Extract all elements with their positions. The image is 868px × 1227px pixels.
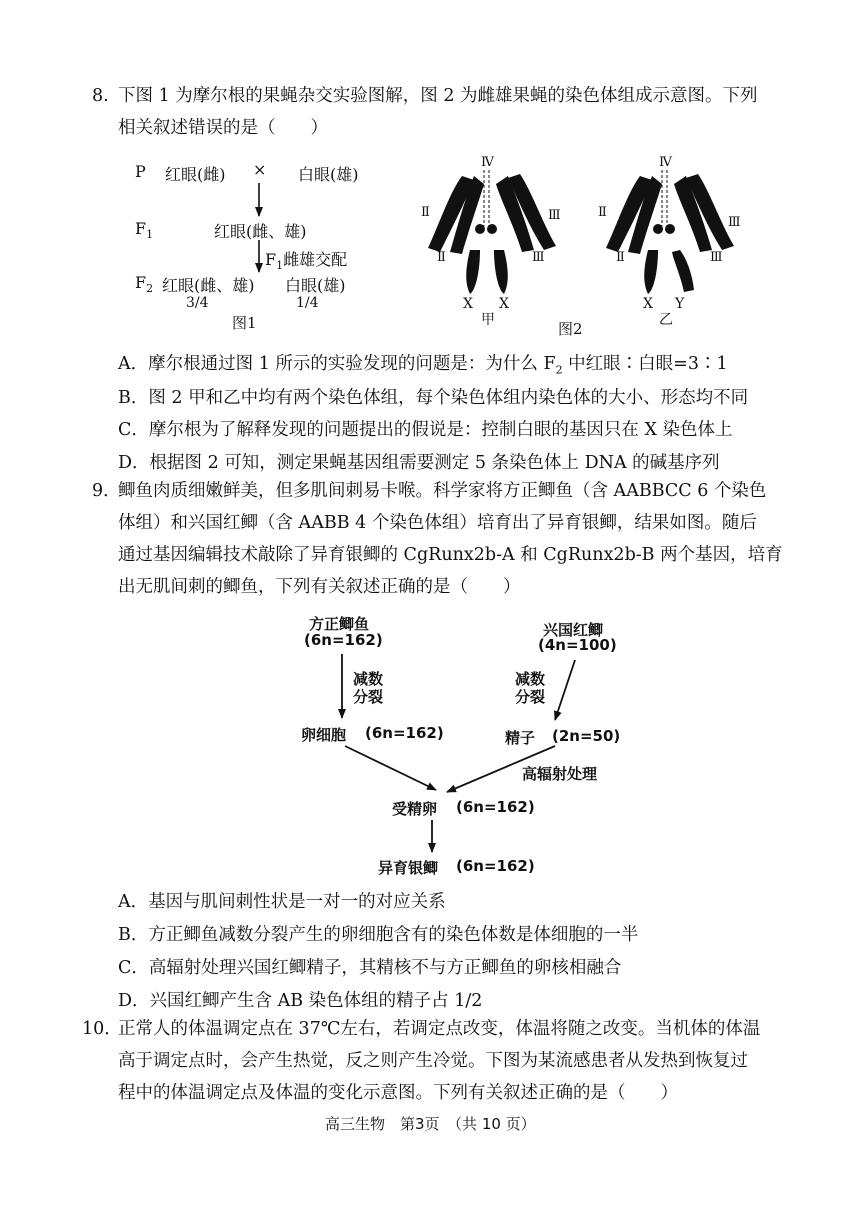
q9-stem-line4: 出无肌间刺的鲫鱼，下列有关叙述正确的是（ ） bbox=[118, 577, 521, 597]
q10-stem-line1: 正常人的体温调定点在 37℃左右，若调定点改变，体温将随之改变。当机体的体温 bbox=[118, 1019, 761, 1039]
flow-egg-n: (6n=162) bbox=[365, 724, 444, 742]
flow-radiation: 高辐射处理 bbox=[522, 765, 598, 783]
flow-fangzheng: 方正鲫鱼 bbox=[309, 615, 370, 633]
fig2-jia-iii-top: Ⅲ bbox=[548, 208, 561, 223]
fig2-jia-ii-top: Ⅱ bbox=[421, 205, 430, 220]
fig1-ratio-red: 3/4 bbox=[186, 295, 209, 311]
flow-result-n: (6n=162) bbox=[456, 857, 535, 875]
q8-option-b[interactable]: B．图 2 甲和乙中均有两个染色体组，每个染色体组内染色体的大小、形态均不同 bbox=[118, 388, 749, 408]
fig1-caption: 图1 bbox=[232, 314, 257, 332]
fig2-jia-chromosomes bbox=[428, 174, 556, 294]
q9-number: 9． bbox=[92, 481, 121, 501]
flow-sperm-n: (2n=50) bbox=[552, 727, 621, 745]
flow-zygote-n: (6n=162) bbox=[456, 798, 535, 816]
flow-arrow-xingguo-to-sperm bbox=[555, 660, 575, 720]
yi-chr-x bbox=[644, 250, 658, 294]
flow-meiosis-left-1: 减数 bbox=[353, 670, 384, 688]
fig2-jia-iii-bottom: Ⅲ bbox=[532, 250, 545, 265]
fig1-f2-red: 红眼(雌、雄) bbox=[162, 276, 255, 295]
page-footer: 高三生物 第3页 （共 10 页） bbox=[325, 1115, 536, 1133]
fig1-f1-label: $F_1$ bbox=[135, 219, 154, 242]
q8-stem-line2: 相关叙述错误的是（ ） bbox=[118, 118, 328, 138]
fig2-jia-iv: Ⅳ bbox=[481, 155, 494, 170]
fig2-jia-ii-bottom: Ⅱ bbox=[437, 250, 446, 265]
fig1-f2-white: 白眼(雄) bbox=[285, 276, 346, 295]
flow-egg: 卵细胞 bbox=[301, 726, 347, 744]
q9-stem-line3: 通过基因编辑技术敲除了异育银鲫的 CgRunx2b-A 和 CgRunx2b-B 两个基因，培育 bbox=[118, 545, 783, 565]
q10-number: 10． bbox=[82, 1019, 122, 1039]
flow-fangzheng-n: (6n=162) bbox=[304, 631, 383, 649]
q8-option-c[interactable]: C．摩尔根为了解释发现的问题提出的假说是：控制白眼的基因只在 X 染色体上 bbox=[118, 420, 733, 440]
q9-option-d[interactable]: D．兴国红鲫产生含 AB 染色体组的精子占 1/2 bbox=[118, 991, 483, 1011]
fig2-yi-iv: Ⅳ bbox=[659, 155, 672, 170]
flow-meiosis-left-2: 分裂 bbox=[353, 688, 384, 706]
fig1-p-female: 红眼(雌) bbox=[165, 165, 226, 184]
fig2-jia-x-right: X bbox=[499, 296, 509, 312]
fig1-p-male: 白眼(雄) bbox=[298, 165, 359, 184]
q8-stem-line1: 下图 1 为摩尔根的果蝇杂交实验图解，图 2 为雌雄果蝇的染色体组成示意图。下列 bbox=[118, 86, 758, 106]
flow-xingguo: 兴国红鲫 bbox=[543, 621, 604, 639]
fig1-cross-symbol: × bbox=[253, 160, 267, 179]
fig2-jia-x-left: X bbox=[463, 296, 473, 312]
q9-stem-line2: 体组）和兴国红鲫（含 AABB 4 个染色体组）培育出了异育银鲫，结果如图。随后 bbox=[118, 513, 757, 533]
fig2-yi-chromosomes bbox=[606, 174, 734, 294]
fig1-f1-offspring: 红眼(雌、雄) bbox=[214, 222, 307, 241]
fig2-yi-x: X bbox=[643, 296, 653, 312]
flow-meiosis-right-1: 减数 bbox=[515, 670, 546, 688]
flow-sperm: 精子 bbox=[505, 729, 536, 747]
q9-stem-line1: 鲫鱼肉质细嫩鲜美，但多肌间刺易卡喉。科学家将方正鲫鱼（含 AABBCC 6 个染色 bbox=[118, 481, 767, 501]
flow-result: 异育银鲫 bbox=[378, 859, 439, 877]
fig2-yi-ii-top: Ⅱ bbox=[598, 205, 607, 220]
q10-stem-line2: 高于调定点时，会产生热觉，反之则产生冷觉。下图为某流感患者从发热到恢复过 bbox=[118, 1051, 748, 1071]
flow-xingguo-n: (4n=100) bbox=[538, 636, 617, 654]
fig2-caption: 图2 bbox=[558, 320, 583, 338]
q9-option-c[interactable]: C．高辐射处理兴国红鲫精子，其精核不与方正鲫鱼的卵核相融合 bbox=[118, 958, 622, 978]
fig1-f1-mating: $F_1$雌雄交配 bbox=[265, 250, 348, 273]
flow-arrow-sperm-to-zygote bbox=[447, 746, 555, 792]
q9-option-b[interactable]: B．方正鲫鱼减数分裂产生的卵细胞含有的染色体数是体细胞的一半 bbox=[118, 925, 639, 945]
q9-option-a[interactable]: A．基因与肌间刺性状是一对一的对应关系 bbox=[118, 892, 446, 912]
fig2-yi-y: Y bbox=[675, 296, 685, 312]
fig1-ratio-white: 1/4 bbox=[296, 295, 319, 311]
fig1-p-label: P bbox=[135, 162, 146, 181]
jia-chr-x-left bbox=[466, 250, 480, 294]
yi-chr-y bbox=[672, 250, 694, 292]
q8-option-a[interactable]: A．摩尔根通过图 1 所示的实验发现的问题是：为什么 $F_2$ 中红眼∶白眼=3∶1 bbox=[118, 354, 728, 377]
fig2-yi-iii-bottom: Ⅲ bbox=[710, 250, 723, 265]
q8-option-d[interactable]: D．根据图 2 可知，测定果蝇基因组需要测定 5 条染色体上 DNA 的碱基序列 bbox=[118, 453, 720, 473]
fig2-yi-label: 乙 bbox=[659, 312, 673, 328]
flow-zygote: 受精卵 bbox=[392, 800, 438, 818]
jia-chr-x-right bbox=[494, 250, 508, 294]
q8-number: 8. bbox=[92, 86, 109, 106]
fig2-yi-iii-top: Ⅲ bbox=[728, 215, 741, 230]
flow-meiosis-right-2: 分裂 bbox=[515, 688, 546, 706]
fig2-jia-label: 甲 bbox=[481, 312, 495, 328]
q10-stem-line3: 程中的体温调定点及体温的变化示意图。下列有关叙述正确的是（ ） bbox=[118, 1083, 678, 1103]
flow-arrow-egg-to-zygote bbox=[345, 746, 436, 790]
fig2-yi-ii-bottom: Ⅱ bbox=[616, 250, 625, 265]
fig1-f2-label: $F_2$ bbox=[135, 273, 154, 296]
